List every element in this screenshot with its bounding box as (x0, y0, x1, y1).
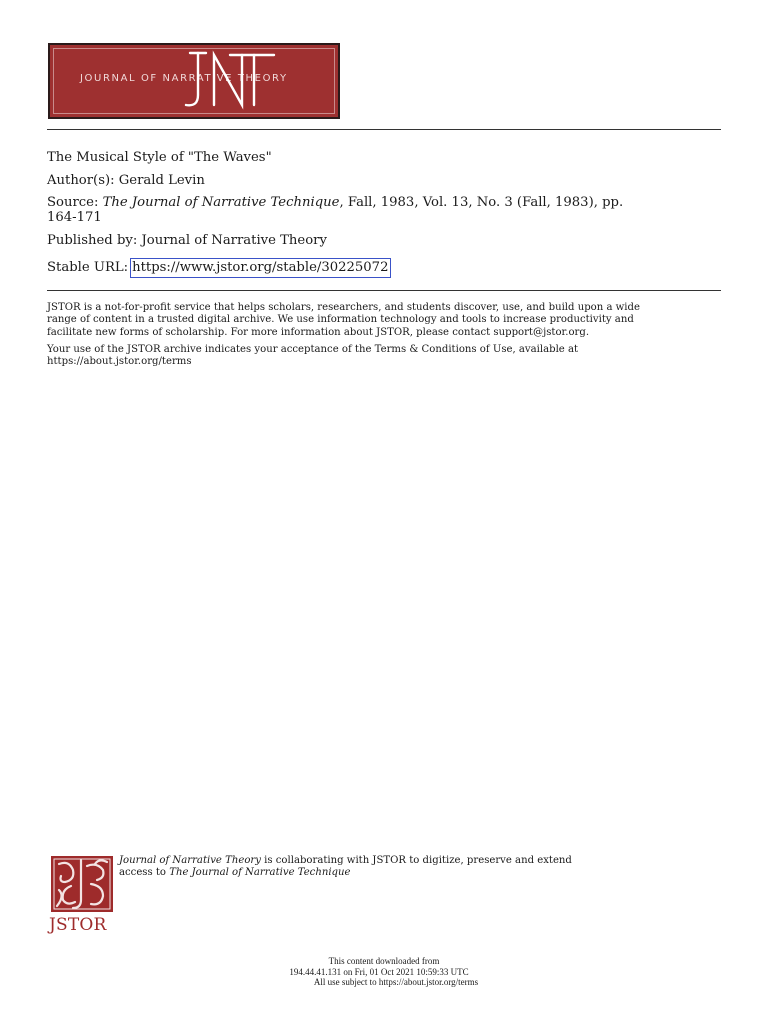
middle-divider (47, 290, 721, 291)
author-label: Author(s): (47, 173, 115, 188)
publisher-name: Journal of Narrative Theory (141, 233, 327, 248)
download-line: 194.44.41.131 on Fri, 01 Oct 2021 10:59:33 UTC (289, 966, 469, 977)
source-journal: The Journal of Narrative Technique (102, 195, 340, 210)
collab-text: is collaborating with JSTOR to digitize, preserve and extend (260, 855, 572, 866)
source-label: Source: (47, 195, 99, 210)
download-line: This content downloaded from (328, 956, 440, 966)
author-line (47, 173, 205, 188)
source-pages: 164-171 (47, 210, 102, 225)
stable-url-label: Stable URL: (47, 260, 129, 275)
jstor-emblem-icon (51, 856, 113, 912)
top-divider (47, 129, 721, 130)
jstor-notice (47, 302, 719, 339)
author-name: Gerald Levin (118, 173, 205, 188)
jstor-wordmark: JSTOR (49, 915, 107, 935)
published-label: Published by: (47, 233, 138, 248)
source-line (47, 195, 623, 210)
notice-line: range of content in a trusted digital archive. We use information technology and tools to increase productivity and (47, 314, 634, 326)
stable-url-link[interactable]: https://www.jstor.org/stable/30225072 (130, 258, 391, 278)
article-title: The Musical Style of "The Waves" (47, 150, 272, 165)
collaboration-note (119, 855, 572, 880)
terms-url[interactable]: https://about.jstor.org/terms (47, 356, 192, 368)
access-journal: The Journal of Narrative Technique (169, 867, 351, 879)
download-info (0, 956, 768, 988)
notice-line: facilitate new forms of scholarship. For more information about JSTOR, please contact support@jstor.org. (47, 326, 590, 338)
jstor-logo (49, 856, 115, 936)
access-text: access to (119, 867, 170, 879)
source-details: , Fall, 1983, Vol. 13, No. 3 (Fall, 1983), pp. (339, 195, 624, 210)
terms-notice (47, 344, 719, 369)
collab-journal: Journal of Narrative Theory (119, 855, 261, 866)
stable-url-line (47, 258, 391, 278)
terms-line: Your use of the JSTOR archive indicates your acceptance of the Terms & Conditions of Use, available at (47, 344, 579, 355)
jnt-monogram-icon (176, 47, 286, 119)
journal-logo-text: JOURNAL OF NARRATIVE THEORY (80, 73, 288, 84)
notice-line: JSTOR is a not-for-profit service that helps scholars, researchers, and students discover, use, and build upon a wide (47, 302, 640, 313)
download-line: All use subject to https://about.jstor.org/terms (313, 977, 479, 987)
journal-logo (48, 43, 340, 119)
publisher-line (47, 233, 327, 248)
